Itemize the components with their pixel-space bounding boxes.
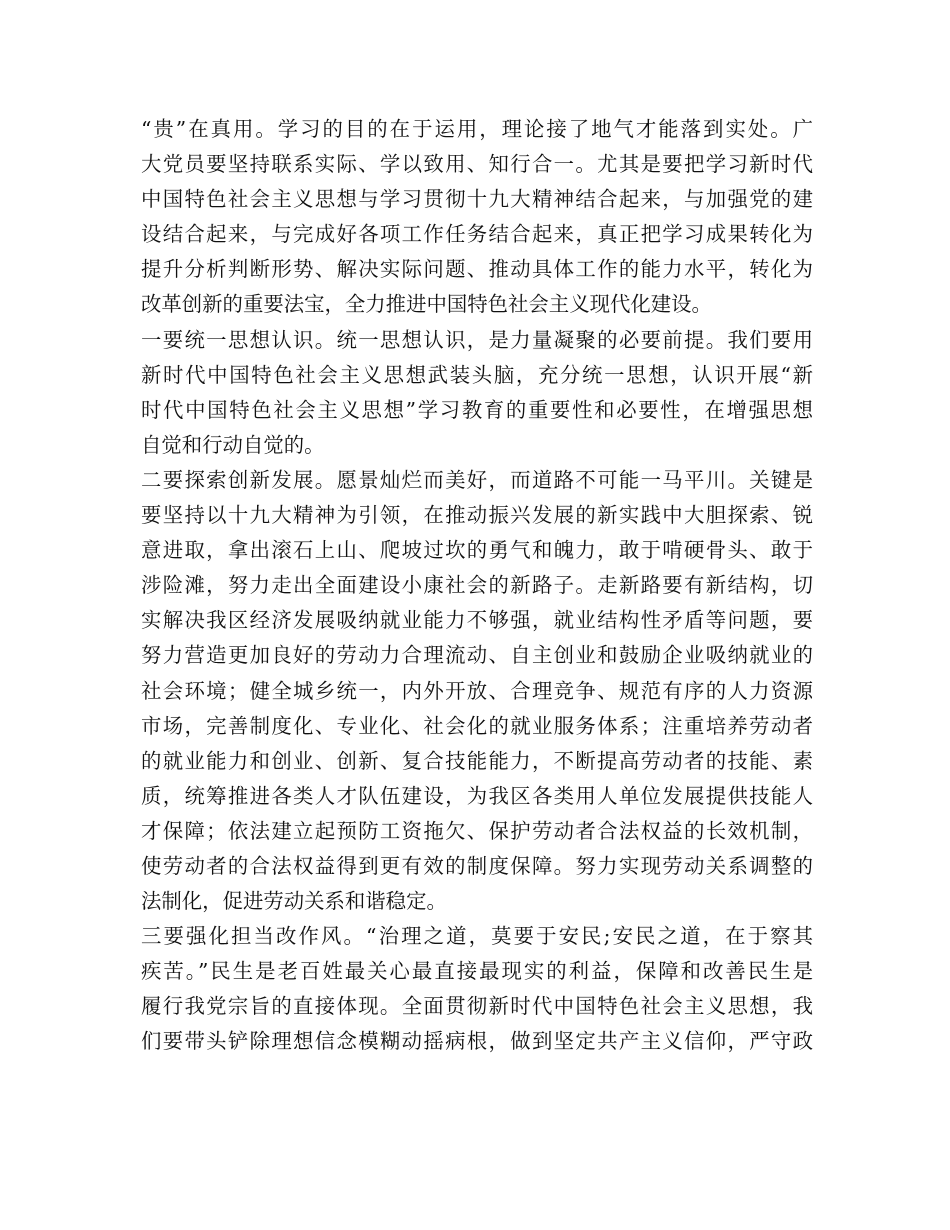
text-line: 一要统一思想认识。统一思想认识，是力量凝聚的必要前提。我们要用 — [141, 327, 813, 352]
text-line: 社会环境；健全城乡统一，内外开放、合理竞争、规范有序的人力资源 — [141, 678, 813, 703]
text-line: 质，统筹推进各类人才队伍建设，为我区各类用人单位发展提供技能人 — [141, 783, 813, 808]
text-line: 们要带头铲除理想信念模糊动摇病根，做到坚定共产主义信仰，严守政 — [141, 1029, 813, 1054]
text-line: 履行我党宗旨的直接体现。全面贯彻新时代中国特色社会主义思想，我 — [141, 994, 813, 1019]
text-line: 意进取，拿出滚石上山、爬坡过坎的勇气和魄力，敢于啃硬骨头、敢于 — [141, 538, 813, 563]
text-line: 努力营造更加良好的劳动力合理流动、自主创业和鼓励企业吸纳就业的 — [141, 643, 813, 668]
text-line: 大党员要坚持联系实际、学以致用、知行合一。尤其是要把学习新时代 — [141, 152, 813, 177]
text-line: 疾苦。”民生是老百姓最关心最直接最现实的利益，保障和改善民生是 — [141, 959, 813, 984]
text-line: 法制化，促进劳动关系和谐稳定。 — [141, 889, 447, 914]
text-line: 设结合起来，与完成好各项工作任务结合起来，真正把学习成果转化为 — [141, 222, 813, 247]
text-line: 时代中国特色社会主义思想”学习教育的重要性和必要性，在增强思想 — [141, 397, 813, 422]
text-line: 的就业能力和创业、创新、复合技能能力，不断提高劳动者的技能、素 — [141, 748, 813, 773]
text-line: 中国特色社会主义思想与学习贯彻十九大精神结合起来，与加强党的建 — [141, 187, 813, 212]
text-line: 才保障；依法建立起预防工资拖欠、保护劳动者合法权益的长效机制， — [141, 818, 813, 843]
text-line: 市场，完善制度化、专业化、社会化的就业服务体系；注重培养劳动者 — [141, 713, 813, 738]
text-line: 改革创新的重要法宝，全力推进中国特色社会主义现代化建设。 — [141, 292, 712, 317]
text-line: “贵”在真用。学习的目的在于运用，理论接了地气才能落到实处。广 — [141, 117, 813, 141]
text-line: 提升分析判断形势、解决实际问题、推动具体工作的能力水平，转化为 — [141, 257, 813, 282]
text-line: 自觉和行动自觉的。 — [141, 432, 325, 457]
text-line: 涉险滩，努力走出全面建设小康社会的新路子。走新路要有新结构，切 — [141, 573, 813, 598]
text-line: 使劳动者的合法权益得到更有效的制度保障。努力实现劳动关系调整的 — [141, 853, 813, 878]
text-line: 二要探索创新发展。愿景灿烂而美好，而道路不可能一马平川。关键是 — [141, 467, 813, 492]
document-body — [141, 112, 813, 1060]
text-line: 新时代中国特色社会主义思想武装头脑，充分统一思想，认识开展“新 — [141, 362, 813, 387]
text-line: 要坚持以十九大精神为引领，在推动振兴发展的新实践中大胆探索、锐 — [141, 503, 813, 528]
text-line: 实解决我区经济发展吸纳就业能力不够强，就业结构性矛盾等问题，要 — [141, 608, 813, 633]
text-line: 三要强化担当改作风。“治理之道，莫要于安民;安民之道，在于察其 — [141, 924, 813, 949]
